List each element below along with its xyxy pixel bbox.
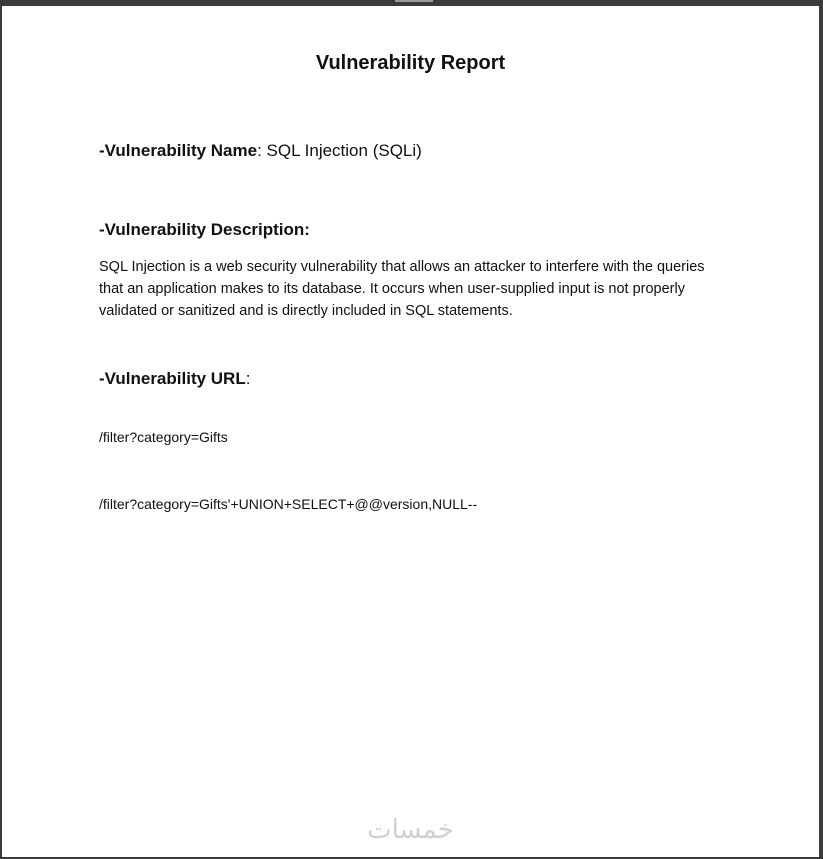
vulnerability-name-value: : SQL Injection (SQLi) [257, 141, 422, 160]
vulnerability-url-line [99, 369, 250, 389]
vulnerability-url-item: /filter?category=Gifts [99, 429, 228, 445]
vulnerability-name-line [99, 141, 422, 161]
window-tab-indicator [395, 0, 433, 2]
watermark-logo: خمسات [367, 814, 454, 844]
vulnerability-description-label: -Vulnerability Description: [99, 220, 310, 239]
vulnerability-url-colon: : [245, 369, 251, 388]
document-page [2, 6, 821, 857]
report-title: Vulnerability Report [315, 52, 506, 74]
vulnerability-name-label: -Vulnerability Name [99, 141, 258, 160]
vulnerability-url-item: /filter?category=Gifts'+UNION+SELECT+@@version,NULL-- [99, 496, 478, 512]
vulnerability-url-label: -Vulnerability URL [99, 369, 246, 388]
vulnerability-description-text: SQL Injection is a web security vulnerability that allows an attacker to interfere with the queries that an application makes to its database. It occurs when user-supplied input is not properly validated or sanitized and is directly included in SQL statements. [99, 259, 705, 319]
